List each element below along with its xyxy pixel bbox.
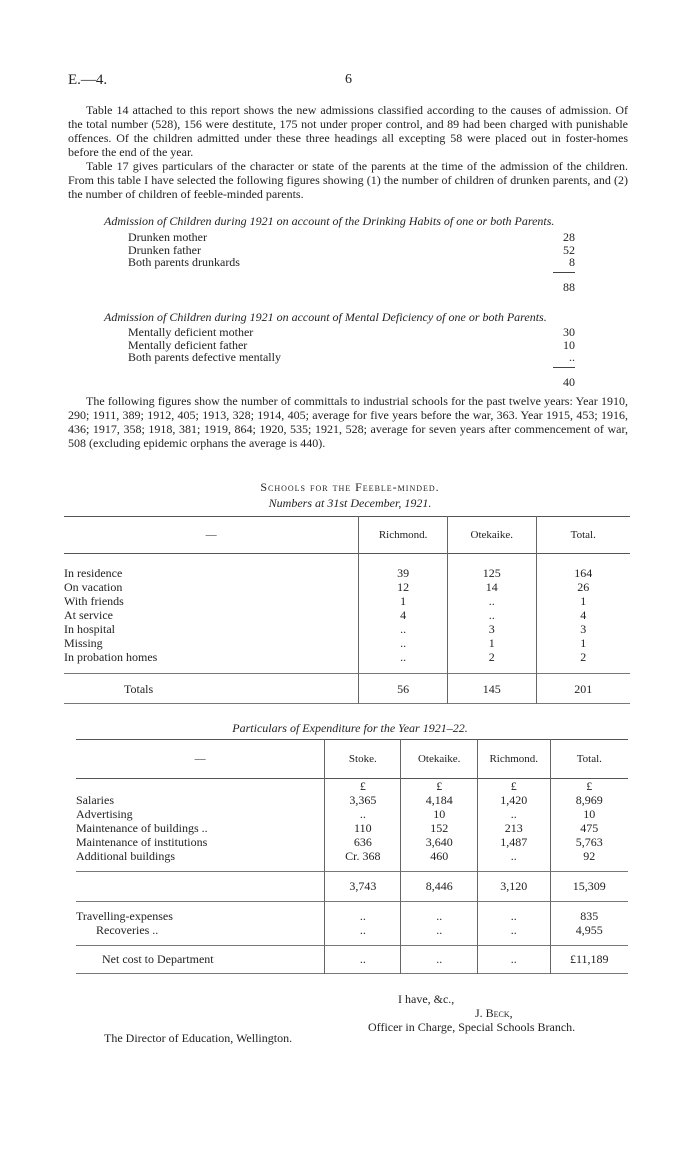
cell-otekaike: .. xyxy=(447,594,536,608)
list-value: .. xyxy=(569,350,575,364)
column-header: — xyxy=(194,753,206,765)
cell-total: 4 xyxy=(536,608,630,622)
sum-rule xyxy=(553,367,575,368)
list-value: 30 xyxy=(563,325,575,339)
column-header: Stoke. xyxy=(325,740,401,779)
row-label: With friends xyxy=(64,593,124,608)
drinking-total: 88 xyxy=(563,280,575,294)
cell-stoke: 3,365 xyxy=(325,793,401,807)
list-item xyxy=(128,230,575,243)
cell-total: 92 xyxy=(550,849,628,863)
cell-stoke: 110 xyxy=(325,821,401,835)
page-number: 6 xyxy=(345,72,352,87)
cell-richmond: 1,487 xyxy=(477,835,550,849)
currency-symbol: £ xyxy=(325,779,401,794)
list-label: Drunken father xyxy=(128,242,201,257)
cell-richmond: 213 xyxy=(477,821,550,835)
intro-paragraph-1: Table 14 attached to this report shows the new admissions classified according to the causes of admission. Of the total number (528), 156 were destitute, 175 not under proper control, and 89 had been charged with punishable offences. Of the children admitted under these three headings all excepting 58 were placed out in foster-homes before the end of the year. xyxy=(68,103,628,159)
column-header: Total. xyxy=(550,740,628,779)
cell-total: 164 xyxy=(536,566,630,580)
cell-richmond: .. xyxy=(359,622,448,636)
net-cost-row xyxy=(76,945,628,973)
intro-paragraph-2: Table 17 gives particulars of the character or state of the parents at the time of the admission of the children. From this table I have selected the following figures showing (1) the number of children of drunken parents, and (2) the number of children of feeble-minded parents. xyxy=(68,159,628,201)
subtotal-row xyxy=(76,871,628,901)
table-row xyxy=(76,923,628,937)
schools-subtitle: Numbers at 31st December, 1921. xyxy=(268,496,432,510)
cell-otekaike: 4,184 xyxy=(401,793,477,807)
cell-stoke: .. xyxy=(325,923,401,937)
signoff-line: I have, &c., xyxy=(398,992,455,1006)
cell-total: 5,763 xyxy=(550,835,628,849)
row-label: In hospital xyxy=(64,621,115,636)
cell-total: 1 xyxy=(536,636,630,650)
mental-total: 40 xyxy=(563,375,575,389)
document-code: E.—4. xyxy=(68,72,108,88)
cell-richmond: .. xyxy=(477,849,550,863)
list-label: Drunken mother xyxy=(128,230,207,244)
list-item xyxy=(128,255,575,268)
drinking-caption: Admission of Children during 1921 on account of the Drinking Habits of one or both Parents. xyxy=(104,214,555,228)
schools-table xyxy=(64,516,630,704)
row-label: On vacation xyxy=(64,579,123,594)
column-header: Richmond. xyxy=(477,740,550,779)
cell-otekaike: 1 xyxy=(447,636,536,650)
cell-otekaike: 2 xyxy=(447,650,536,664)
cell-total: 15,309 xyxy=(550,871,628,901)
table-header-row xyxy=(76,740,628,779)
table-row xyxy=(76,835,628,849)
row-label: In probation homes xyxy=(64,649,158,664)
row-label: In residence xyxy=(64,565,123,580)
currency-symbol: £ xyxy=(477,779,550,794)
cell-otekaike: .. xyxy=(401,923,477,937)
cell-total: 2 xyxy=(536,650,630,664)
column-header: Total. xyxy=(536,517,630,554)
cell-richmond: .. xyxy=(477,945,550,973)
cell-total: 8,969 xyxy=(550,793,628,807)
cell-richmond: 3,120 xyxy=(477,871,550,901)
row-label: Maintenance of buildings .. xyxy=(76,821,208,835)
cell-richmond: 1,420 xyxy=(477,793,550,807)
cell-stoke: Cr. 368 xyxy=(325,849,401,863)
cell-richmond: .. xyxy=(477,923,550,937)
table-row xyxy=(64,608,630,622)
currency-symbol: £ xyxy=(550,779,628,794)
table-row xyxy=(76,849,628,863)
committals-text xyxy=(68,394,628,450)
table-row xyxy=(76,821,628,835)
committals-paragraph: The following figures show the number of committals to industrial schools for the past twelve years: Year 1910, 290; 1911, 389; 1912, 405; 1913, 328; 1914, 405; average for five years before the war, 363. Year 1915, 453; 1916, 436; 1917, 358; 1918, 381; 1919, 864; 1920, 535; 1921, 528; average for seven years after commencement of war, 508 (excluding epidemic orphans the average is 440). xyxy=(68,394,628,450)
column-header: Otekaike. xyxy=(401,740,477,779)
cell-stoke: .. xyxy=(325,807,401,821)
cell-otekaike: 10 xyxy=(401,807,477,821)
sum-rule xyxy=(553,272,575,273)
cell-otekaike: .. xyxy=(401,909,477,923)
cell-otekaike: 152 xyxy=(401,821,477,835)
cell-richmond: 4 xyxy=(359,608,448,622)
column-header: — xyxy=(205,529,217,541)
cell-otekaike: 460 xyxy=(401,849,477,863)
row-label: Net cost to Department xyxy=(102,952,214,966)
table-row xyxy=(76,807,628,821)
addressee: The Director of Education, Wellington. xyxy=(104,1031,293,1045)
cell-total: 475 xyxy=(550,821,628,835)
cell-otekaike: 8,446 xyxy=(401,871,477,901)
table-row xyxy=(64,594,630,608)
list-label: Both parents defective mentally xyxy=(128,350,281,364)
cell-total: 10 xyxy=(550,807,628,821)
list-value: 8 xyxy=(569,255,575,269)
page-header xyxy=(68,73,628,91)
row-label: Salaries xyxy=(76,793,114,807)
cell-total: 26 xyxy=(536,580,630,594)
list-item xyxy=(128,338,575,351)
cell-richmond: .. xyxy=(477,807,550,821)
drinking-list xyxy=(128,230,575,268)
expenditure-title: Particulars of Expenditure for the Year 1921–22. xyxy=(232,721,468,735)
row-label: Recoveries .. xyxy=(96,923,159,937)
cell-stoke: .. xyxy=(325,909,401,923)
cell-otekaike: 125 xyxy=(447,566,536,580)
cell-otekaike: 3 xyxy=(447,622,536,636)
table-row xyxy=(64,566,630,580)
cell-total: 835 xyxy=(550,909,628,923)
cell-stoke: .. xyxy=(325,945,401,973)
list-label: Both parents drunkards xyxy=(128,255,240,269)
cell-otekaike: 145 xyxy=(447,674,536,704)
cell-stoke: 636 xyxy=(325,835,401,849)
table-row xyxy=(76,909,628,923)
row-label: Totals xyxy=(124,681,154,696)
cell-total: £11,189 xyxy=(550,945,628,973)
cell-richmond: .. xyxy=(359,650,448,664)
table-row xyxy=(76,793,628,807)
row-label: Advertising xyxy=(76,807,133,821)
cell-total: 1 xyxy=(536,594,630,608)
cell-otekaike: 3,640 xyxy=(401,835,477,849)
list-item xyxy=(128,325,575,338)
column-header: Richmond. xyxy=(359,517,448,554)
cell-total: 3 xyxy=(536,622,630,636)
signatory-name: J. Beck, xyxy=(475,1006,513,1020)
cell-otekaike: 14 xyxy=(447,580,536,594)
list-item xyxy=(128,350,575,363)
cell-richmond: 1 xyxy=(359,594,448,608)
row-label xyxy=(76,871,325,901)
cell-stoke: 3,743 xyxy=(325,871,401,901)
mental-caption: Admission of Children during 1921 on account of Mental Deficiency of one or both Parents. xyxy=(104,310,547,324)
row-label: Maintenance of institutions xyxy=(76,835,208,849)
table-row xyxy=(64,636,630,650)
totals-row xyxy=(64,674,630,704)
list-label: Mentally deficient mother xyxy=(128,325,254,339)
row-label: Travelling-expenses xyxy=(76,909,173,923)
cell-richmond: 56 xyxy=(359,674,448,704)
list-value: 10 xyxy=(563,337,575,352)
table-row xyxy=(64,650,630,664)
table-row xyxy=(64,622,630,636)
mental-list xyxy=(128,325,575,363)
table-header-row xyxy=(64,517,630,554)
list-value: 52 xyxy=(563,242,575,257)
currency-row xyxy=(76,779,628,794)
cell-richmond: .. xyxy=(477,909,550,923)
list-label: Mentally deficient father xyxy=(128,337,248,352)
cell-total: 4,955 xyxy=(550,923,628,937)
cell-total: 201 xyxy=(536,674,630,704)
row-label: Additional buildings xyxy=(76,849,175,863)
table-row xyxy=(64,580,630,594)
cell-otekaike: .. xyxy=(401,945,477,973)
expenditure-table xyxy=(76,739,628,974)
column-header: Otekaike. xyxy=(447,517,536,554)
row-label: At service xyxy=(64,607,113,622)
schools-title: Schools for the Feeble-minded. xyxy=(260,480,440,494)
cell-richmond: 39 xyxy=(359,566,448,580)
row-label: Missing xyxy=(64,635,103,650)
cell-richmond: 12 xyxy=(359,580,448,594)
signatory-title: Officer in Charge, Special Schools Branch. xyxy=(368,1020,576,1034)
list-value: 28 xyxy=(563,230,575,244)
cell-otekaike: .. xyxy=(447,608,536,622)
intro-text xyxy=(68,103,628,201)
list-item xyxy=(128,243,575,256)
cell-richmond: .. xyxy=(359,636,448,650)
currency-symbol: £ xyxy=(401,779,477,794)
